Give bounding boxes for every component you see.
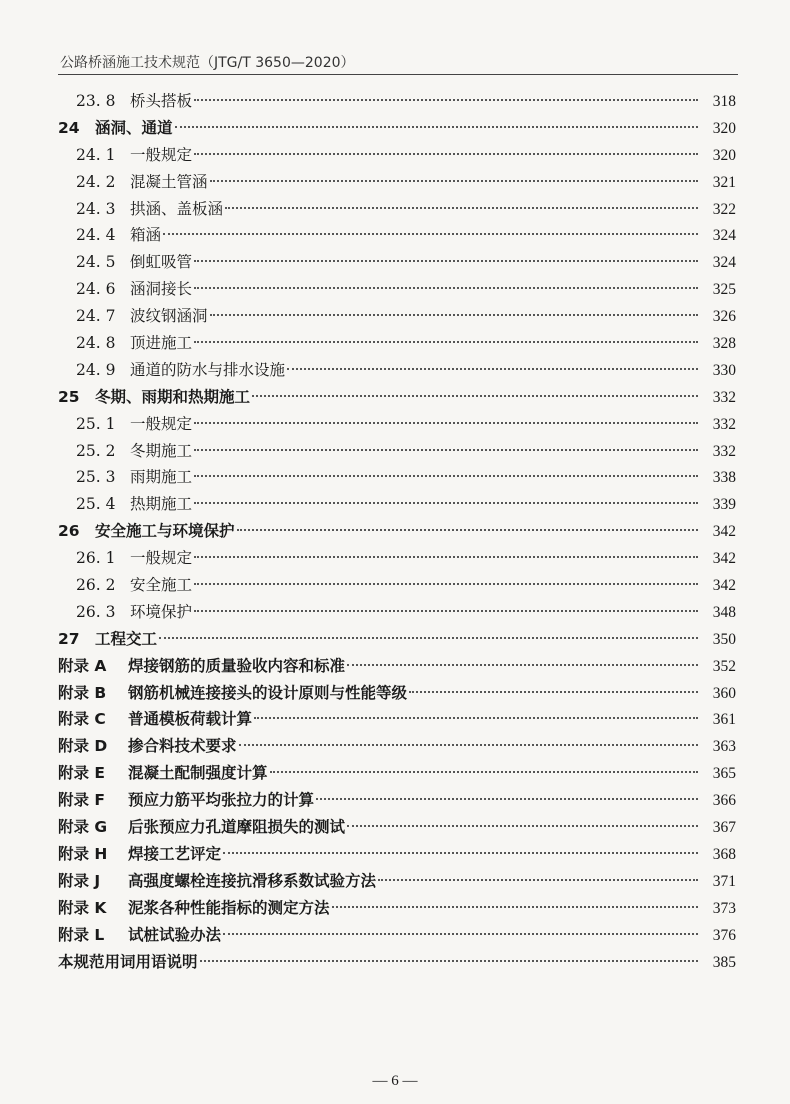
toc-entry-title: 混凝土管涵	[130, 172, 208, 191]
toc-entry-number: 24. 2	[76, 172, 116, 191]
toc-entry-number: 24. 1	[76, 145, 116, 164]
toc-entry[interactable]	[58, 680, 736, 707]
dot-leader	[194, 475, 698, 477]
toc-entry-page: 385	[712, 953, 736, 971]
toc-entry-page: 363	[712, 738, 736, 756]
toc-entry-number: 26. 1	[76, 549, 116, 568]
toc-entry-title: 掺合料技术要求	[128, 737, 237, 756]
dot-leader	[210, 180, 698, 182]
toc-entry-title: 后张预应力孔道摩阻损失的测试	[128, 818, 346, 837]
toc-entry-number: 附录 B	[58, 683, 107, 702]
toc-entry-title: 冬期、雨期和热期施工	[95, 387, 251, 406]
toc-entry[interactable]	[58, 249, 736, 276]
toc-entry-page: 365	[712, 765, 736, 783]
toc-entry-title: 安全施工与环境保护	[95, 522, 235, 541]
toc-entry[interactable]	[58, 88, 736, 115]
toc-entry-title: 顶进施工	[130, 334, 193, 353]
toc-entry-number: 24. 3	[76, 199, 116, 218]
running-header: 公路桥涵施工技术规范（JTG/T 3650—2020）	[60, 55, 355, 71]
toc-entry-number: 附录 E	[58, 764, 105, 783]
toc-entry-page: 332	[712, 442, 736, 460]
toc-entry-number: 23. 8	[76, 92, 116, 110]
toc-entry-title: 钢筋机械连接接头的设计原则与性能等级	[128, 683, 408, 702]
toc-entry[interactable]	[58, 491, 736, 518]
dot-leader	[270, 771, 698, 773]
toc-entry-title: 预应力筋平均张拉力的计算	[128, 791, 315, 810]
toc-entry-title: 雨期施工	[130, 468, 193, 487]
toc-entry-number: 附录 L	[58, 925, 105, 944]
toc-entry-page: 321	[712, 173, 736, 191]
table-of-contents	[58, 88, 736, 975]
toc-entry-number: 26. 3	[76, 602, 116, 621]
dot-leader	[254, 717, 698, 719]
dot-leader	[194, 449, 698, 451]
dot-leader	[159, 637, 698, 639]
toc-entry-page: 332	[712, 388, 736, 406]
toc-entry[interactable]	[58, 572, 736, 599]
dot-leader	[194, 341, 698, 343]
dot-leader	[194, 153, 698, 155]
toc-entry-page: 367	[712, 819, 736, 837]
toc-entry-page: 360	[712, 684, 736, 702]
toc-entry-number: 26	[58, 522, 80, 541]
toc-entry-page: 342	[712, 577, 736, 595]
toc-entry-number: 24. 8	[76, 334, 116, 353]
toc-entry-title: 拱涵、盖板涵	[130, 199, 224, 218]
toc-entry[interactable]	[58, 196, 736, 223]
dot-leader	[287, 368, 698, 370]
toc-entry[interactable]	[58, 276, 736, 303]
toc-entry[interactable]	[58, 841, 736, 868]
toc-entry[interactable]	[58, 464, 736, 491]
toc-entry-page: 368	[712, 845, 736, 863]
dot-leader	[210, 314, 698, 316]
toc-entry[interactable]	[58, 330, 736, 357]
toc-entry-number: 24. 5	[76, 253, 116, 272]
toc-entry-title: 混凝土配制强度计算	[128, 764, 268, 783]
dot-leader	[225, 207, 698, 209]
toc-entry-title: 桥头搭板	[130, 92, 193, 110]
toc-entry-title: 焊接钢筋的质量验收内容和标准	[128, 656, 346, 675]
toc-entry-page: 318	[712, 93, 736, 110]
toc-entry[interactable]	[58, 922, 736, 949]
toc-entry[interactable]	[58, 787, 736, 814]
dot-leader	[409, 691, 698, 693]
toc-entry-number: 附录 F	[58, 791, 105, 810]
header-rule	[58, 74, 738, 75]
toc-entry[interactable]	[58, 868, 736, 895]
toc-entry[interactable]	[58, 545, 736, 572]
toc-entry-title: 普通模板荷载计算	[128, 710, 253, 729]
dot-leader	[223, 933, 698, 935]
toc-entry-title: 波纹钢涵洞	[130, 307, 208, 326]
toc-entry-number: 24. 9	[76, 360, 116, 379]
toc-entry[interactable]	[58, 949, 736, 976]
toc-entry-title: 高强度螺栓连接抗滑移系数试验方法	[128, 871, 377, 890]
dot-leader	[378, 879, 698, 881]
toc-entry-number: 25	[58, 387, 80, 406]
toc-entry-number: 25. 3	[76, 468, 116, 487]
toc-entry-number: 附录 A	[58, 656, 107, 675]
toc-entry-title: 泥浆各种性能指标的测定方法	[128, 898, 330, 917]
toc-entry-title: 试桩试验办法	[128, 925, 222, 944]
dot-leader	[200, 960, 698, 962]
toc-entry[interactable]	[58, 895, 736, 922]
toc-entry-page: 326	[712, 308, 736, 326]
toc-entry-title: 安全施工	[130, 576, 193, 595]
toc-entry-page: 373	[712, 899, 736, 917]
toc-entry-title: 焊接工艺评定	[128, 844, 222, 863]
dot-leader	[237, 529, 698, 531]
toc-entry[interactable]	[58, 814, 736, 841]
dot-leader	[194, 99, 698, 101]
toc-entry-number: 25. 1	[76, 414, 116, 433]
toc-entry-number: 25. 2	[76, 441, 116, 460]
dot-leader	[163, 233, 698, 235]
toc-entry[interactable]	[58, 653, 736, 680]
toc-entry-number: 附录 C	[58, 710, 106, 729]
dot-leader	[194, 422, 698, 424]
toc-entry-page: 332	[712, 415, 736, 433]
dot-leader	[252, 395, 698, 397]
toc-entry-title: 一般规定	[130, 145, 193, 164]
dot-leader	[347, 825, 698, 827]
dot-leader	[194, 556, 698, 558]
toc-entry-title: 热期施工	[130, 495, 193, 514]
dot-leader	[332, 906, 698, 908]
dot-leader	[175, 126, 698, 128]
toc-entry-page: 338	[712, 469, 736, 487]
toc-entry-number: 附录 J	[58, 871, 101, 890]
toc-entry[interactable]	[58, 411, 736, 438]
toc-entry-title: 箱涵	[130, 226, 162, 245]
toc-entry-number: 24. 6	[76, 280, 116, 299]
toc-entry-page: 320	[712, 146, 736, 164]
toc-entry-title: 一般规定	[130, 414, 193, 433]
toc-entry[interactable]	[58, 384, 736, 411]
toc-entry-title: 涵洞、通道	[95, 118, 173, 137]
dot-leader	[316, 798, 698, 800]
toc-entry[interactable]	[58, 438, 736, 465]
toc-entry-page: 324	[712, 254, 736, 272]
dot-leader	[194, 260, 698, 262]
toc-entry-number: 附录 K	[58, 898, 107, 917]
toc-entry[interactable]	[58, 599, 736, 626]
dot-leader	[223, 852, 698, 854]
toc-entry-title: 工程交工	[95, 629, 158, 648]
toc-entry[interactable]	[58, 760, 736, 787]
page-number: — 6 —	[372, 1073, 418, 1089]
toc-entry-number: 附录 H	[58, 844, 108, 863]
toc-entry-title: 倒虹吸管	[130, 253, 193, 272]
toc-entry[interactable]	[58, 518, 736, 545]
toc-entry-title: 通道的防水与排水设施	[130, 360, 286, 379]
toc-entry-title: 涵洞接长	[130, 280, 193, 299]
toc-entry-number: 24. 7	[76, 307, 116, 326]
toc-entry[interactable]	[58, 222, 736, 249]
toc-entry-page: 339	[712, 496, 736, 514]
toc-entry-number: 27	[58, 629, 80, 648]
toc-entry[interactable]	[58, 115, 736, 142]
toc-entry-page: 328	[712, 335, 736, 353]
toc-entry-page: 342	[712, 550, 736, 568]
toc-entry-number: 附录 G	[58, 818, 108, 837]
toc-entry-title: 一般规定	[130, 549, 193, 568]
toc-entry-page: 352	[712, 657, 736, 675]
toc-entry-title: 环境保护	[130, 602, 193, 621]
dot-leader	[194, 610, 698, 612]
toc-entry-number: 25. 4	[76, 495, 116, 514]
toc-entry-page: 366	[712, 792, 736, 810]
toc-entry-number: 24. 4	[76, 226, 116, 245]
toc-entry-page: 361	[712, 711, 736, 729]
toc-entry-number: 26. 2	[76, 576, 116, 595]
toc-entry[interactable]	[58, 169, 736, 196]
toc-entry[interactable]	[58, 142, 736, 169]
toc-entry-number: 24	[58, 118, 80, 137]
toc-entry[interactable]	[58, 733, 736, 760]
toc-entry-page: 322	[712, 200, 736, 218]
dot-leader	[239, 744, 698, 746]
toc-entry-page: 371	[712, 872, 736, 890]
dot-leader	[194, 583, 698, 585]
toc-entry[interactable]	[58, 626, 736, 653]
dot-leader	[347, 664, 698, 666]
toc-entry-page: 324	[712, 227, 736, 245]
toc-entry-page: 342	[712, 523, 736, 541]
toc-entry-page: 376	[712, 926, 736, 944]
toc-entry-number: 附录 D	[58, 737, 108, 756]
dot-leader	[194, 287, 698, 289]
toc-entry-page: 320	[712, 119, 736, 137]
toc-entry-page: 330	[712, 361, 736, 379]
toc-entry-page: 325	[712, 281, 736, 299]
toc-entry-page: 348	[712, 603, 736, 621]
toc-entry-page: 350	[712, 630, 736, 648]
toc-entry-title: 冬期施工	[130, 441, 193, 460]
toc-entry-title: 本规范用词用语说明	[58, 952, 198, 971]
toc-entry[interactable]	[58, 706, 736, 733]
toc-entry[interactable]	[58, 357, 736, 384]
toc-entry[interactable]	[58, 303, 736, 330]
dot-leader	[194, 502, 698, 504]
